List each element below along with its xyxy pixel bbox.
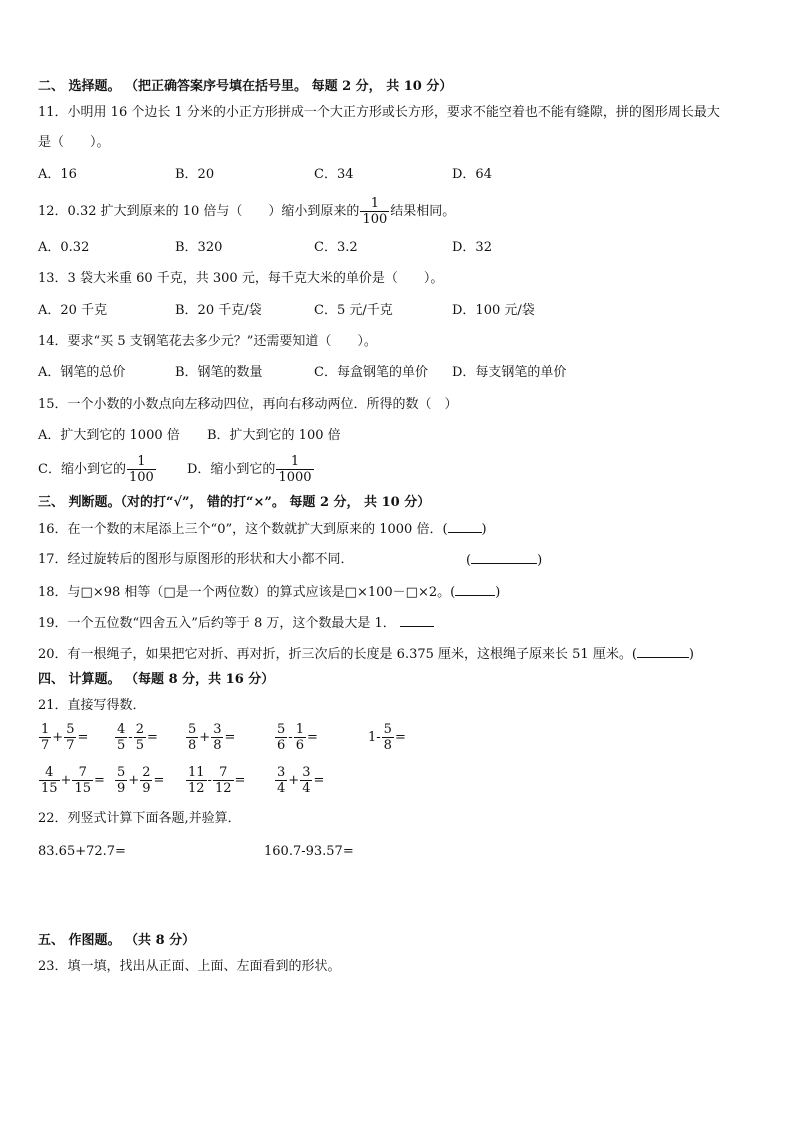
denominator: 8 — [213, 738, 222, 753]
q18-close-paren: ) — [495, 585, 501, 600]
q14-option-b[interactable]: B．钢笔的数量 — [175, 365, 263, 380]
numerator: 1 — [295, 722, 304, 737]
denominator: 5 — [117, 738, 126, 753]
fraction — [115, 722, 127, 753]
numerator: 3 — [302, 765, 311, 780]
fraction — [213, 765, 234, 796]
q19-text — [38, 614, 434, 633]
fraction — [186, 765, 207, 796]
q21-expr-9 — [274, 765, 324, 796]
q16-answer-blank[interactable] — [448, 520, 482, 533]
fraction — [300, 765, 312, 796]
equals: = — [313, 773, 325, 788]
numerator: 5 — [277, 722, 286, 737]
q15-option-c[interactable] — [38, 454, 157, 485]
operator: - — [207, 773, 212, 788]
denominator: 15 — [74, 781, 91, 796]
equals: = — [77, 730, 89, 745]
q15-text: 15．一个小数的小数点向左移动四位，再向右移动两位．所得的数（ ） — [38, 397, 458, 412]
q15-option-d-fraction — [276, 454, 313, 485]
q17-open-paren: ( — [466, 553, 472, 568]
q15-option-d-num: 1 — [290, 454, 300, 469]
q11-option-d[interactable]: D．64 — [452, 167, 492, 182]
q20-text — [38, 645, 694, 664]
fraction — [382, 722, 394, 753]
operator: - — [288, 730, 293, 745]
q17-answer — [466, 551, 542, 570]
q13-option-a[interactable]: A．20 千克 — [38, 303, 108, 318]
fraction — [275, 765, 287, 796]
q16-text — [38, 520, 487, 539]
q15-option-c-num: 1 — [137, 454, 146, 469]
q13-option-b[interactable]: B．20 千克/袋 — [175, 303, 262, 318]
q11-option-b[interactable]: B．20 — [175, 167, 215, 182]
q16-close-paren: ) — [481, 522, 487, 537]
q12-text — [38, 196, 455, 227]
q12-option-d[interactable]: D．32 — [452, 240, 492, 255]
denominator: 9 — [117, 781, 126, 796]
numerator: 5 — [383, 722, 392, 737]
denominator: 7 — [66, 738, 75, 753]
numerator: 11 — [188, 765, 205, 780]
q18-text — [38, 583, 500, 602]
numerator: 5 — [117, 765, 126, 780]
q16-text-body: 16．在一个数的末尾添上三个“0”，这个数就扩大到原来的 1000 倍．( — [38, 522, 448, 537]
q15-option-c-fraction — [127, 454, 156, 485]
q14-option-a[interactable]: A．钢笔的总价 — [38, 365, 126, 380]
q12-option-c[interactable]: C．3.2 — [314, 240, 358, 255]
q12-fraction-den: 100 — [362, 212, 388, 227]
q21-expr-1 — [38, 722, 88, 753]
q21-expr-2 — [114, 722, 158, 753]
fraction — [211, 722, 223, 753]
q11-option-c[interactable]: C．34 — [314, 167, 354, 182]
q15-option-c-den: 100 — [128, 470, 154, 485]
operator: 1- — [368, 730, 381, 745]
equals: = — [146, 730, 158, 745]
numerator: 3 — [213, 722, 222, 737]
numerator: 7 — [78, 765, 87, 780]
q21-expr-5 — [368, 722, 406, 753]
q12-fraction-num: 1 — [370, 196, 379, 211]
denominator: 6 — [277, 738, 286, 753]
q15-option-c-label: C．缩小到它的 — [38, 462, 126, 477]
q22-text: 22．列竖式计算下面各题,并验算． — [38, 811, 241, 826]
section-4-title: 四、 计算题。 （每题 8 分，共 16 分） — [38, 672, 275, 687]
denominator: 5 — [135, 738, 144, 753]
q12-option-b[interactable]: B．320 — [175, 240, 223, 255]
q20-close-paren: ) — [688, 647, 694, 662]
denominator: 4 — [302, 781, 311, 796]
section-3-title: 三、 判断题。（对的打“√”， 错的打“×”。 每题 2 分， 共 10 分） — [38, 495, 431, 510]
denominator: 9 — [142, 781, 151, 796]
q14-option-d[interactable]: D．每支钢笔的单价 — [452, 365, 567, 380]
denominator: 4 — [277, 781, 286, 796]
fraction — [39, 765, 60, 796]
fraction — [275, 722, 287, 753]
numerator: 5 — [66, 722, 75, 737]
numerator: 4 — [45, 765, 54, 780]
q11-text-line2: 是（ ）。 — [38, 135, 110, 150]
q11-text-line1: 11．小明用 16 个边长 1 分米的小正方形拼成一个大正方形或长方形，要求不能空着也不能有缝隙，拼的图形周长最大 — [38, 105, 720, 120]
q15-option-d-label: D．缩小到它的 — [187, 462, 276, 477]
numerator: 3 — [277, 765, 286, 780]
denominator: 12 — [188, 781, 205, 796]
numerator: 7 — [219, 765, 228, 780]
q19-text-body: 19．一个五位数“四舍五入”后约等于 8 万，这个数最大是 1． — [38, 616, 396, 631]
operator: + — [199, 730, 211, 745]
q17-answer-blank[interactable] — [471, 551, 537, 564]
q13-option-c[interactable]: C．5 元/千克 — [314, 303, 393, 318]
numerator: 2 — [142, 765, 151, 780]
q18-text-body: 18．与□×98 相等（□是一个两位数）的算式应该是□×100－□×2。( — [38, 585, 456, 600]
operator: + — [128, 773, 140, 788]
q18-answer-blank[interactable] — [455, 583, 495, 596]
denominator: 12 — [214, 781, 232, 796]
q21-expr-4 — [274, 722, 318, 753]
fraction — [72, 765, 93, 796]
q15-option-d-den: 1000 — [278, 470, 312, 485]
q17-text: 17．经过旋转后的图形与原图形的形状和大小都不同． — [38, 552, 354, 567]
operator: + — [60, 773, 72, 788]
fraction — [140, 765, 152, 796]
fraction — [134, 722, 146, 753]
q11-option-a[interactable]: A．16 — [38, 167, 77, 182]
q20-text-body: 20．有一根绳子，如果把它对折、再对折，折三次后的长度是 6.375 厘米，这根绳子原来长 51 厘米。( — [38, 647, 637, 662]
fraction — [186, 722, 198, 753]
numerator: 1 — [41, 722, 50, 737]
numerator: 2 — [135, 722, 144, 737]
q21-text: 21．直接写得数． — [38, 698, 146, 713]
fraction — [64, 722, 76, 753]
q17-close-paren: ) — [537, 553, 543, 568]
equals: = — [94, 773, 105, 788]
q14-text: 14．要求“买 5 支钢笔花去多少元？”还需要知道（ ）。 — [38, 334, 377, 349]
equals: = — [394, 730, 406, 745]
q21-expr-7 — [114, 765, 164, 796]
denominator: 6 — [295, 738, 304, 753]
q15-option-a[interactable]: A．扩大到它的 1000 倍 — [38, 428, 180, 443]
equals: = — [306, 730, 318, 745]
operator: + — [52, 730, 64, 745]
denominator: 7 — [41, 738, 50, 753]
denominator: 8 — [383, 738, 392, 753]
q12-fraction — [360, 196, 389, 227]
numerator: 5 — [188, 722, 197, 737]
q21-expr-8 — [185, 765, 245, 796]
q21-expr-3 — [185, 722, 235, 753]
q13-text: 13．3 袋大米重 60 千克，共 300 元，每千克大米的单价是（ ）。 — [38, 271, 444, 286]
denominator: 8 — [188, 738, 197, 753]
q15-option-d[interactable] — [187, 454, 315, 485]
denominator: 15 — [41, 781, 58, 796]
operator: - — [128, 730, 133, 745]
q21-expr-6 — [38, 765, 105, 796]
q12-option-a[interactable]: A．0.32 — [38, 240, 90, 255]
q19-answer-blank[interactable] — [400, 614, 434, 627]
fraction — [294, 722, 306, 753]
q22-calc-2: 160.7-93.57= — [264, 844, 354, 859]
equals: = — [234, 773, 246, 788]
fraction — [39, 722, 51, 753]
section-5-title: 五、 作图题。 （共 8 分） — [38, 933, 196, 948]
q12-text-post: 结果相同。 — [390, 204, 456, 219]
q12-text-pre: 12．0.32 扩大到原来的 10 倍与（ ）缩小到原来的 — [38, 204, 360, 219]
numerator: 4 — [117, 722, 126, 737]
q15-option-b[interactable]: B．扩大到它的 100 倍 — [207, 428, 341, 443]
q20-answer-blank[interactable] — [637, 645, 689, 658]
fraction — [115, 765, 127, 796]
q13-option-d[interactable]: D．100 元/袋 — [452, 303, 535, 318]
operator: + — [288, 773, 300, 788]
q14-option-c[interactable]: C．每盒钢笔的单价 — [314, 365, 428, 380]
section-2-title: 二、 选择题。 （把正确答案序号填在括号里。 每题 2 分， 共 10 分） — [38, 79, 453, 94]
q23-text: 23．填一填，找出从正面、上面、左面看到的形状。 — [38, 959, 341, 974]
q22-calc-1: 83.65+72.7= — [38, 844, 126, 859]
equals: = — [224, 730, 236, 745]
equals: = — [153, 773, 165, 788]
